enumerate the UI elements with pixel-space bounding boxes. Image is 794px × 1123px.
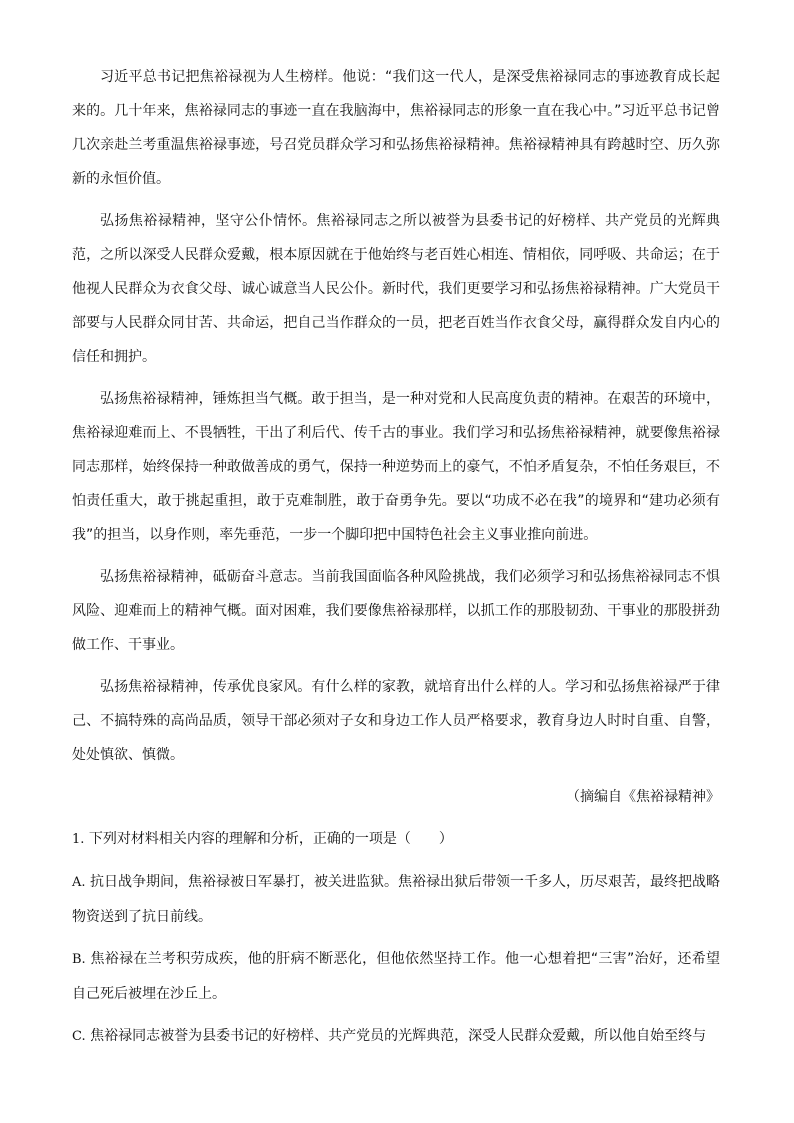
article-paragraph-5: 弘扬焦裕禄精神，传承优良家风。有什么样的家教，就培育出什么样的人。学习和弘扬焦裕禄严于律己、不搞特殊的高尚品质，领导干部必须对子女和身边工作人员严格要求，教育身边人时时自重、自警，处处慎欲、慎微。 [72,679,720,763]
option-c [72,1019,720,1054]
question-stem [72,822,720,857]
option-c-text: 焦裕禄同志被誉为县委书记的好榜样、共产党员的光辉典范，深受人民群众爱戴，所以他自始至终与 [90,1028,707,1044]
option-b [72,942,720,1011]
option-a-letter: A. [72,875,86,890]
article-source: （摘编自《焦裕禄精神》 [566,789,720,805]
article-paragraph-4: 弘扬焦裕禄精神，砥砺奋斗意志。当前我国面临各种风险挑战，我们必须学习和弘扬焦裕禄同志不惧风险、迎难而上的精神气概。面对困难，我们要像焦裕禄那样，以抓工作的那股韧劲、干事业的那股拼劲做工作、干事业。 [72,569,720,653]
question-number: 1. [72,832,85,847]
article-paragraph-2: 弘扬焦裕禄精神，坚守公仆情怀。焦裕禄同志之所以被誉为县委书记的好榜样、共产党员的光辉典范，之所以深受人民群众爱戴，根本原因就在于他始终与老百姓心相连、情相依，同呼吸、共命运；在于他视人民群众为衣食父母、诚心诚意当人民公仆。新时代，我们更要学习和弘扬焦裕禄精神。广大党员干部要与人民群众同甘苦、共命运，把自己当作群众的一员，把老百姓当作衣食父母，赢得群众发自内心的信任和拥护。 [72,213,720,365]
option-a-text: 抗日战争期间，焦裕禄被日军暴打，被关进监狱。焦裕禄出狱后带领一千多人，历尽艰苦，最终把战略物资送到了抗日前线。 [72,874,720,925]
article-paragraph-3: 弘扬焦裕禄精神，锤炼担当气概。敢于担当，是一种对党和人民高度负责的精神。在艰苦的环境中，焦裕禄迎难而上、不畏牺牲，干出了利后代、传千古的事业。我们学习和弘扬焦裕禄精神，就要像焦裕禄同志那样，始终保持一种敢做善成的勇气，保持一种逆势而上的豪气，不怕矛盾复杂，不怕任务艰巨，不怕责任重大，敢于挑起重担，敢于克难制胜，敢于奋勇争先。要以“功成不必在我”的境界和“建功必须有我”的担当，以身作则，率先垂范，一步一个脚印把中国特色社会主义事业推向前进。 [72,391,720,543]
question-stem-text: 下列对材料相关内容的理解和分析，正确的一项是（ ） [88,831,453,847]
option-b-letter: B. [72,952,86,967]
document-page [72,60,720,1062]
option-b-text: 焦裕禄在兰考积劳成疾，他的肝病不断恶化，但他依然坚持工作。他一心想着把“三害”治好，还希望自己死后被埋在沙丘上。 [72,951,720,1002]
option-c-letter: C. [72,1029,86,1044]
option-a [72,865,720,934]
article-paragraph-1: 习近平总书记把焦裕禄视为人生榜样。他说：“我们这一代人，是深受焦裕禄同志的事迹教育成长起来的。几十年来，焦裕禄同志的事迹一直在我脑海中，焦裕禄同志的形象一直在我心中。”习近平总书记曾几次亲赴兰考重温焦裕禄事迹，号召党员群众学习和弘扬焦裕禄精神。焦裕禄精神具有跨越时空、历久弥新的永恒价值。 [72,69,720,187]
